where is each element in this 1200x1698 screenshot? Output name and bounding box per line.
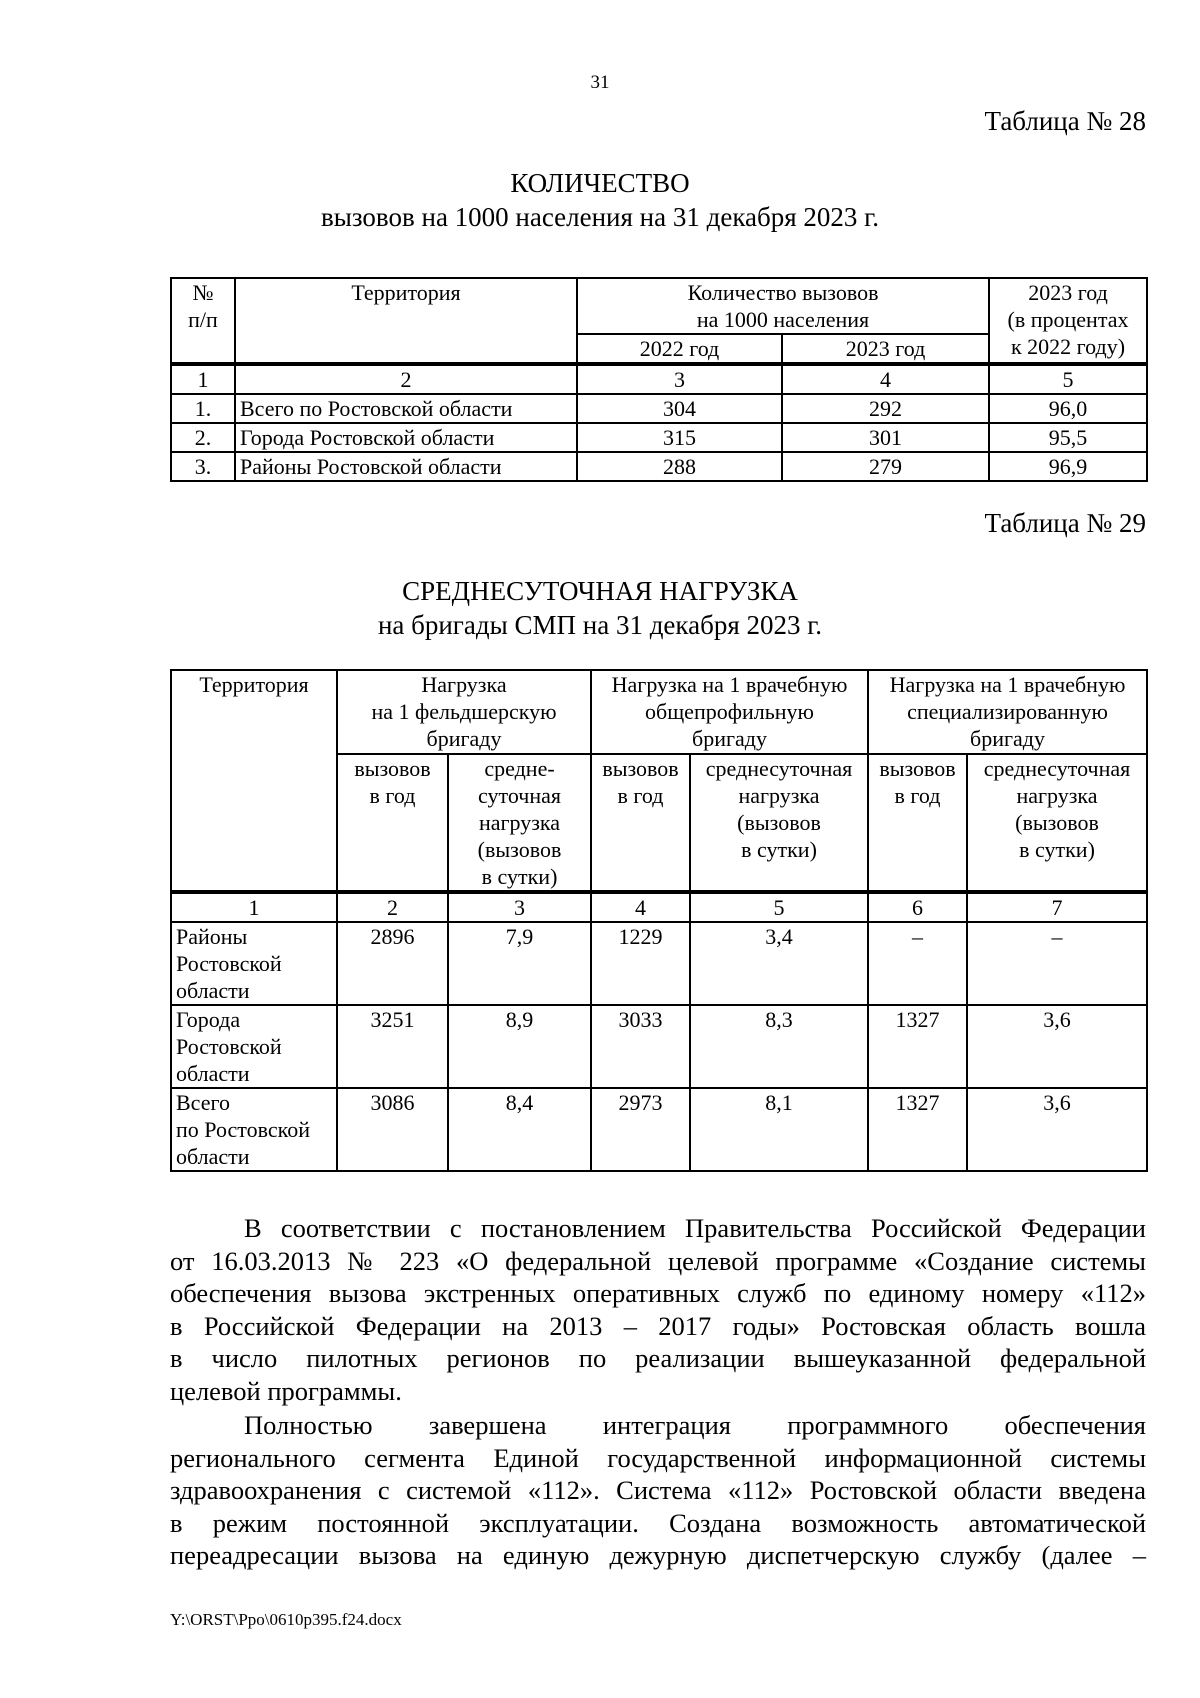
cell-value: 3,4	[690, 922, 868, 1005]
col-num: 4	[591, 892, 690, 922]
cell-value: 8,9	[448, 1005, 591, 1088]
header-territory: Территория	[235, 278, 577, 364]
paragraph-line: Полностью завершена интеграция программного обеспечения	[244, 1410, 1146, 1440]
header-specialized-brigade: Нагрузка на 1 врачебную специализированную бригаду	[868, 670, 1147, 754]
paragraph-line: целевой программы.	[170, 1375, 402, 1406]
cell-value: 1327	[868, 1088, 967, 1171]
header-territory: Территория	[171, 670, 337, 892]
header-calls-year: вызовов в год	[591, 754, 690, 892]
header-daily-load: среднесуточная нагрузка (вызовов в сутки)	[967, 754, 1147, 892]
cell-value: 1327	[868, 1005, 967, 1088]
table-29-title: СРЕДНЕСУТОЧНАЯ НАГРУЗКА	[402, 576, 798, 606]
paragraph-line: в Российской Федерации на 2013 – 2017 годы» Ростовская область вошла	[170, 1310, 1146, 1341]
table-28	[170, 277, 1148, 482]
cell-value: 3033	[591, 1005, 690, 1088]
table-row	[171, 423, 1147, 452]
col-num: 5	[690, 892, 868, 922]
row-percent: 96,9	[989, 452, 1147, 481]
col-num: 4	[782, 364, 989, 394]
table-29-subtitle: на бригады СМП на 31 декабря 2023 г.	[377, 610, 823, 640]
row-2023: 279	[782, 452, 989, 481]
col-num: 1	[171, 892, 337, 922]
row-2022: 315	[577, 423, 782, 452]
cell-value: 8,3	[690, 1005, 868, 1088]
paragraph-line: в число пилотных регионов по реализации вышеуказанной федеральной	[170, 1343, 1146, 1373]
table-29-label: Таблица № 29	[984, 508, 1146, 538]
row-2023: 301	[782, 423, 989, 452]
table-row	[171, 394, 1147, 423]
cell-value: 1229	[591, 922, 690, 1005]
table-28-title: КОЛИЧЕСТВО	[510, 168, 690, 198]
cell-value: 3251	[337, 1005, 448, 1088]
cell-value: 3086	[337, 1088, 448, 1171]
cell-value: 2896	[337, 922, 448, 1005]
cell-value: 8,1	[690, 1088, 868, 1171]
row-num: 2.	[171, 423, 235, 452]
header-2023: 2023 год	[782, 334, 989, 364]
table-row	[171, 922, 1147, 1005]
header-feldsher-brigade: Нагрузка на 1 фельдшерскую бригаду	[337, 670, 591, 754]
table-row	[171, 1005, 1147, 1088]
cell-value: –	[967, 922, 1147, 1005]
row-2022: 288	[577, 452, 782, 481]
cell-value: 2973	[591, 1088, 690, 1171]
row-territory: Города Ростовской области	[171, 1005, 337, 1088]
paragraph-line: от 16.03.2013 № 223 «О федеральной целевой программе «Создание системы	[170, 1245, 1146, 1276]
table-row	[171, 452, 1147, 481]
col-num: 5	[989, 364, 1147, 394]
table-28-subtitle: вызовов на 1000 населения на 31 декабря 2023 г.	[321, 202, 879, 232]
cell-value: 3,6	[967, 1005, 1147, 1088]
col-num: 6	[868, 892, 967, 922]
paragraph-line: обеспечения вызова экстренных оперативных служб по единому номеру «112»	[170, 1278, 1146, 1308]
row-percent: 95,5	[989, 423, 1147, 452]
paragraph-1	[170, 1212, 1146, 1407]
row-territory: Районы Ростовской области	[235, 452, 577, 481]
paragraph-line: В соответствии с постановлением Правительства Российской Федерации	[244, 1213, 1146, 1243]
column-numbers-row	[171, 364, 1147, 394]
column-numbers-row	[171, 892, 1147, 922]
header-daily-load: средне- суточная нагрузка (вызовов в сутки)	[448, 754, 591, 892]
header-2022: 2022 год	[577, 334, 782, 364]
table-29	[170, 669, 1148, 1172]
header-daily-load: среднесуточная нагрузка (вызовов в сутки)	[690, 754, 868, 892]
paragraph-line: регионального сегмента Единой государственной информационной системы	[170, 1442, 1146, 1473]
col-num: 7	[967, 892, 1147, 922]
file-path-footer: Y:\ORST\Ppo\0610p395.f24.docx	[170, 1610, 402, 1629]
row-territory: Районы Ростовской области	[171, 922, 337, 1005]
row-2022: 304	[577, 394, 782, 423]
header-calls-year: вызовов в год	[337, 754, 448, 892]
header-general-brigade: Нагрузка на 1 врачебную общепрофильную бригаду	[591, 670, 868, 754]
row-territory: Города Ростовской области	[235, 423, 577, 452]
col-num: 2	[235, 364, 577, 394]
col-num: 3	[577, 364, 782, 394]
paragraph-line: здравоохранения с системой «112». Система «112» Ростовской области введена	[170, 1475, 1146, 1505]
row-num: 1.	[171, 394, 235, 423]
paragraph-line: переадресации вызова на единую дежурную диспетчерскую службу (далее –	[170, 1540, 1146, 1570]
header-percent: 2023 год (в процентах к 2022 году)	[989, 278, 1147, 364]
cell-value: 7,9	[448, 922, 591, 1005]
cell-value: 8,4	[448, 1088, 591, 1171]
cell-value: 3,6	[967, 1088, 1147, 1171]
header-calls: Количество вызовов на 1000 населения	[577, 278, 989, 334]
table-row	[171, 1088, 1147, 1171]
row-2023: 292	[782, 394, 989, 423]
row-territory: Всего по Ростовской области	[235, 394, 577, 423]
col-num: 3	[448, 892, 591, 922]
page-number: 31	[590, 72, 610, 93]
col-num: 1	[171, 364, 235, 394]
paragraph-2	[170, 1409, 1146, 1572]
col-num: 2	[337, 892, 448, 922]
header-num: № п/п	[171, 278, 235, 364]
header-calls-year: вызовов в год	[868, 754, 967, 892]
row-num: 3.	[171, 452, 235, 481]
table-28-label: Таблица № 28	[984, 106, 1146, 136]
row-percent: 96,0	[989, 394, 1147, 423]
paragraph-line: в режим постоянной эксплуатации. Создана возможность автоматической	[170, 1507, 1146, 1538]
row-territory: Всего по Ростовской области	[171, 1088, 337, 1171]
cell-value: –	[868, 922, 967, 1005]
